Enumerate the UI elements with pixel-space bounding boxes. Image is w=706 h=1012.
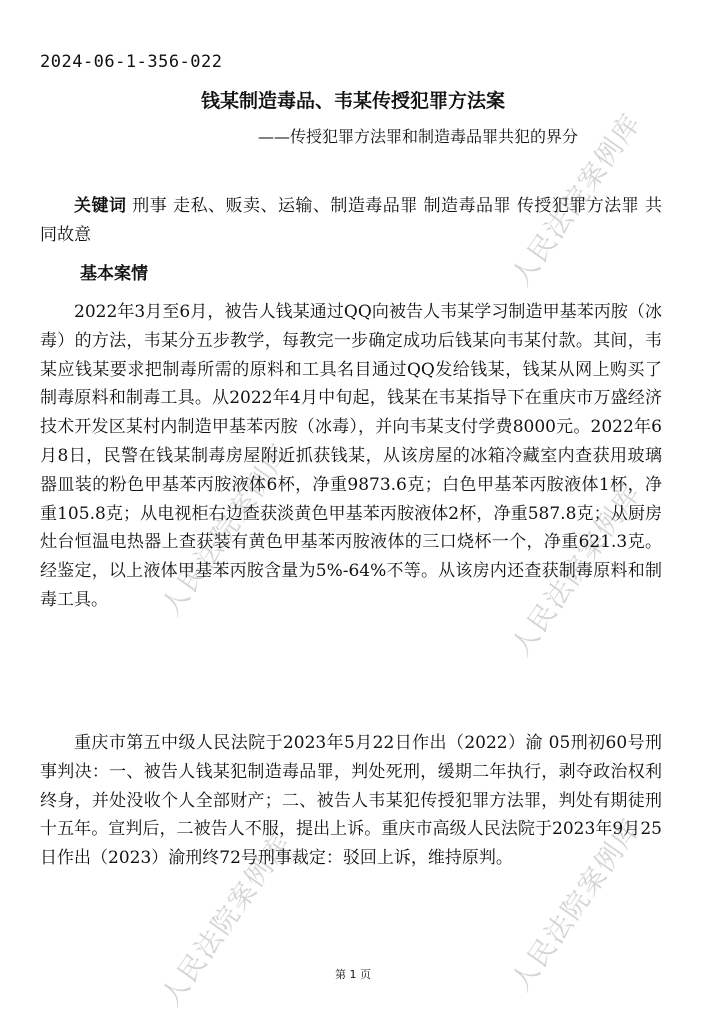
watermark: 人民法院案例库 bbox=[155, 827, 298, 1012]
document-id: 2024-06-1-356-022 bbox=[40, 52, 223, 72]
watermark: 人民法院案例库 bbox=[505, 812, 648, 997]
page-number: 第 1 页 bbox=[335, 968, 371, 981]
page-title: 钱某制造毒品、韦某传授犯罪方法案 bbox=[200, 90, 505, 112]
page-subtitle: ——传授犯罪方法罪和制造毒品罪共犯的界分 bbox=[257, 127, 578, 146]
section-heading: 基本案情 bbox=[80, 264, 148, 284]
watermark: 人民法院案例库 bbox=[505, 107, 648, 292]
judgment-paragraph: 重庆市第五中级人民法院于2023年5月22日作出（2022）渝 05刑初60号刑事判决：一、被告人钱某犯制造毒品罪，判处死刑，缓期二年执行，剥夺政治权利终身，并处没收个人全部财产；二、被告人韦某犯传授犯罪方法罪，判处有期徒刑十五年。宣判后，二被告人不服，提出上诉。重庆市高级人民法院于2023年9月25日作出（2023）渝刑终72号刑事裁定：驳回上诉，维持原判。 bbox=[40, 733, 662, 869]
case-facts-paragraph: 2022年3月至6月，被告人钱某通过QQ向被告人韦某学习制造甲基苯丙胺（冰毒）的方法，韦某分五步教学，每教完一步确定成功后钱某向韦某付款。其间，韦某应钱某要求把制毒所需的原料和工具名目通过QQ发给钱某，钱某从网上购买了制毒原料和制毒工具。从2022年4月中旬起，钱某在韦某指导下在重庆市万盛经济技术开发区某村内制造甲基苯丙胺（冰毒），并向韦某支付学费8000元。2022年6月8日，民警在钱某制毒房屋附近抓获钱某，从该房屋的冰箱冷藏室内查获用玻璃器皿装的粉色甲基苯丙胺液体6杯，净重9873.6克；白色甲基苯丙胺液体1杯，净重105.8克；从电视柜右边查获淡黄色甲基苯丙胺液体2杯，净重587.8克；从厨房灶台恒温电热器上查获装有黄色甲基苯丙胺液体的三口烧杯一个，净重621.3克。经鉴定，以上液体甲基苯丙胺含量为5%-64%不等。从该房内还查获制毒原料和制毒工具。 bbox=[40, 302, 662, 610]
keywords-label: 关键词 bbox=[74, 196, 127, 216]
watermark: 人民法院案例库 bbox=[155, 437, 298, 622]
keywords-text: 刑事 走私、贩卖、运输、制造毒品罪 制造毒品罪 传授犯罪方法罪 共同故意 bbox=[40, 196, 662, 245]
watermark: 人民法院案例库 bbox=[505, 477, 648, 662]
keywords-paragraph bbox=[40, 192, 662, 250]
